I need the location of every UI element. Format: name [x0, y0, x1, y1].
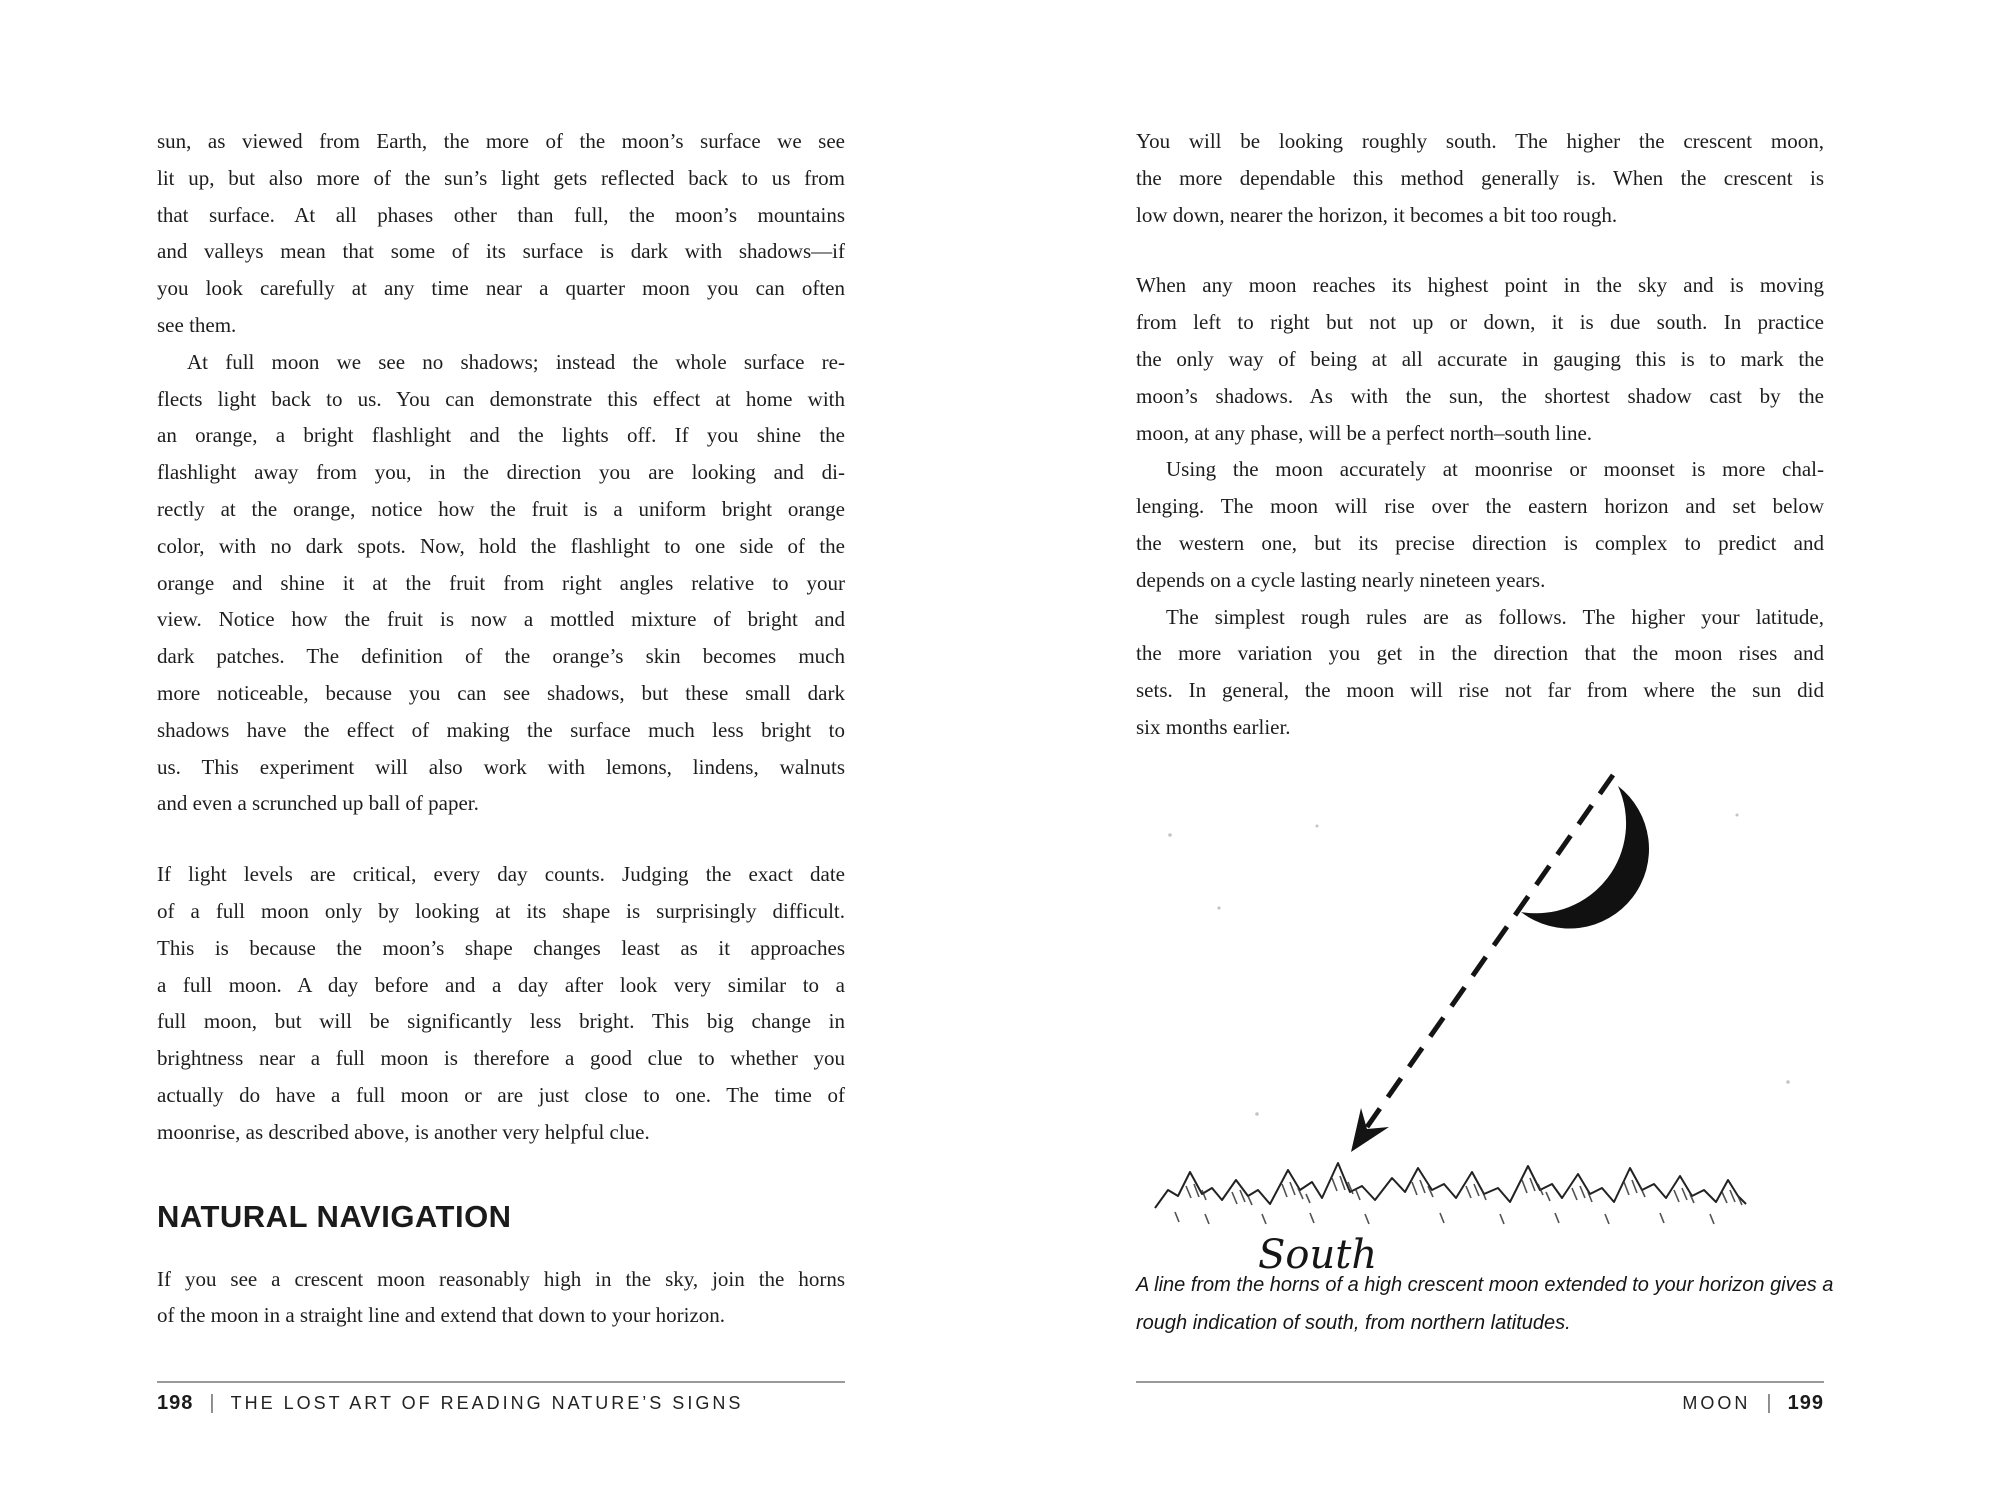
- paper-speck-dots: [1168, 814, 1790, 1116]
- text-line: Using the moon accurately at moonrise or moonset is more chal-: [1166, 457, 1824, 482]
- right-footer-rule: [1136, 1381, 1824, 1383]
- text-line: from left to right but not up or down, it is due south. In practice: [1136, 310, 1824, 335]
- text-line: six months earlier.: [1136, 714, 1291, 739]
- text-line: of a full moon only by looking at its shape is surprisingly difficult.: [157, 898, 845, 923]
- text-line: the more variation you get in the direction that the moon rises and: [1136, 641, 1824, 666]
- text-line: color, with no dark spots. Now, hold the flashlight to one side of the: [157, 533, 845, 558]
- text-line: actually do have a full moon or are just close to one. The time of: [157, 1082, 845, 1107]
- left-page-number: 198: [157, 1392, 194, 1414]
- text-line: You will be looking roughly south. The higher the crescent moon,: [1136, 129, 1824, 153]
- text-line: full moon, but will be significantly less bright. This big change in: [157, 1009, 845, 1034]
- section-heading: NATURAL NAVIGATION: [157, 1198, 512, 1234]
- text-line: view. Notice how the fruit is now a mottled mixture of bright and: [157, 607, 845, 632]
- text-line: the western one, but its precise direction is complex to predict and: [1136, 530, 1824, 555]
- text-line: the more dependable this method generally is. When the crescent is: [1136, 165, 1824, 190]
- running-title: THE LOST ART OF READING NATURE’S SIGNS: [230, 1393, 744, 1413]
- text-line: of the moon in a straight line and extend that down to your horizon.: [157, 1303, 726, 1328]
- south-label: South: [1258, 1232, 1378, 1278]
- text-line: more noticeable, because you can see shadows, but these small dark: [157, 680, 845, 705]
- text-line: moonrise, as described above, is another very helpful clue.: [157, 1119, 650, 1144]
- text-line: low down, nearer the horizon, it becomes a bit too rough.: [1136, 202, 1618, 227]
- text-line: flects light back to us. You can demonstrate this effect at home with: [157, 386, 845, 411]
- right-page-footer: [1136, 1392, 1824, 1415]
- paragraph: [1136, 599, 1824, 746]
- caption-line: rough indication of south, from northern latitudes.: [1136, 1312, 1571, 1334]
- text-line: orange and shine it at the fruit from right angles relative to your: [157, 570, 845, 595]
- text-line: If light levels are critical, every day counts. Judging the exact date: [157, 862, 845, 887]
- text-line: and even a scrunched up ball of paper.: [157, 791, 479, 816]
- crescent-moon-icon: [1521, 786, 1649, 929]
- text-line: shadows have the effect of making the surface much less bright to: [157, 717, 845, 742]
- text-line: us. This experiment will also work with lemons, lindens, walnuts: [157, 754, 845, 779]
- paragraph: [157, 1261, 845, 1335]
- text-line: brightness near a full moon is therefore a good clue to whether you: [157, 1046, 845, 1071]
- paragraph: [1136, 267, 1824, 451]
- caption-line: A line from the horns of a high crescent moon extended to your horizon gives a: [1136, 1274, 1834, 1296]
- paragraph: [1136, 451, 1824, 598]
- text-line: that surface. At all phases other than full, the moon’s mountains: [157, 202, 845, 227]
- paragraph: [157, 344, 845, 822]
- paragraph: [157, 856, 845, 1150]
- text-line: dark patches. The definition of the orange’s skin becomes much: [157, 644, 845, 669]
- figure-caption: [1136, 1266, 1856, 1342]
- text-line: When any moon reaches its highest point in the sky and is moving: [1136, 273, 1824, 298]
- left-page-text-column: [157, 123, 845, 1334]
- text-line: This is because the moon’s shape changes least as it approaches: [157, 935, 845, 960]
- text-line: you look carefully at any time near a quarter moon you can often: [157, 276, 845, 301]
- text-line: depends on a cycle lasting nearly nineteen years.: [1136, 567, 1546, 592]
- paragraph: [1136, 123, 1824, 233]
- text-line: If you see a crescent moon reasonably high in the sky, join the horns: [157, 1266, 845, 1291]
- text-line: an orange, a bright flashlight and the lights off. If you shine the: [157, 423, 845, 448]
- text-line: moon, at any phase, will be a perfect north–south line.: [1136, 420, 1593, 445]
- text-line: lit up, but also more of the sun’s light gets reflected back to us from: [157, 165, 845, 190]
- text-line: and valleys mean that some of its surface is dark with shadows—if: [157, 239, 845, 264]
- text-line: lenging. The moon will rise over the eastern horizon and set below: [1136, 494, 1824, 519]
- mountain-ridge-illustration: [1155, 1163, 1746, 1208]
- text-line: a full moon. A day before and a day after look very similar to a: [157, 972, 845, 997]
- left-page-footer: [157, 1392, 845, 1415]
- text-line: The simplest rough rules are as follows. The higher your latitude,: [1166, 604, 1824, 629]
- dashed-sight-line: [1367, 775, 1613, 1127]
- text-line: rectly at the orange, notice how the fruit is a uniform bright orange: [157, 496, 845, 521]
- footer-separator: |: [209, 1392, 215, 1414]
- left-footer-rule: [157, 1381, 845, 1383]
- arrowhead-icon: [1351, 1108, 1389, 1152]
- text-line: flashlight away from you, in the direction you are looking and di-: [157, 460, 845, 485]
- footer-separator: |: [1766, 1392, 1772, 1414]
- running-title: MOON: [1682, 1393, 1751, 1413]
- right-page-text-column: [1136, 123, 1824, 746]
- right-page-number: 199: [1787, 1392, 1824, 1414]
- text-line: moon’s shadows. As with the sun, the shortest shadow cast by the: [1136, 383, 1824, 408]
- paragraph: [157, 123, 845, 344]
- text-line: sets. In general, the moon will rise not far from where the sun did: [1136, 678, 1824, 703]
- text-line: see them.: [157, 312, 237, 337]
- mountain-hatching: [1175, 1176, 1742, 1224]
- text-line: At full moon we see no shadows; instead the whole surface re-: [187, 349, 845, 374]
- text-line: sun, as viewed from Earth, the more of the moon’s surface we see: [157, 129, 845, 153]
- text-line: the only way of being at all accurate in gauging this is to mark the: [1136, 346, 1824, 371]
